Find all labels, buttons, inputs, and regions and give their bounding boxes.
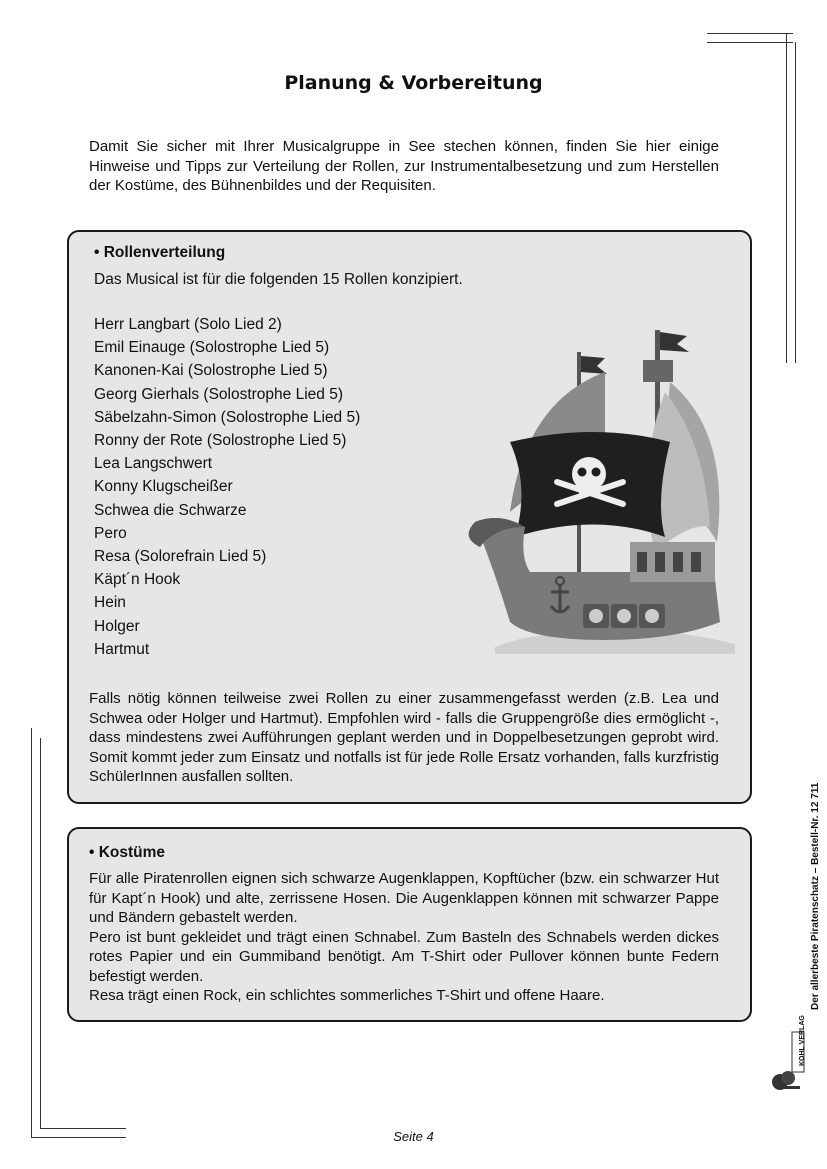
intro-paragraph: Damit Sie sicher mit Ihrer Musicalgruppe in See stechen können, finden Sie hier einige Hinweise und Tipps zur Verteilung der Rollen, zur Instrumentalbesetzung und zum Herstellen der Kostüme, des Bühnenbildes und der Requisiten. bbox=[89, 138, 719, 194]
role-item: Holger bbox=[94, 617, 140, 635]
kostueme-paragraph-3: Resa trägt einen Rock, ein schlichtes sommerliches T-Shirt und offene Haare. bbox=[89, 987, 605, 1004]
page-footer: Seite 4 bbox=[393, 1129, 434, 1144]
role-item: Georg Gierhals (Solostrophe Lied 5) bbox=[94, 385, 343, 403]
rollen-note: Falls nötig können teilweise zwei Rollen zu einer zusammengefasst werden (z.B. Lea und Schwea oder Holger und Hartmut). Empfohlen wird - falls die Gruppengröße dies ermöglicht -, dass mindestens zwei Aufführungen geplant werden und in Doppelbesetzungen geprobt wird. Somit kommt jeder zum Einsatz und notfalls ist für jede Rolle Ersatz vorhanden, falls kurzfristig SchülerInnen ausfallen sollten. bbox=[89, 690, 719, 785]
role-item: Herr Langbart (Solo Lied 2) bbox=[94, 316, 282, 333]
role-item: Kanonen-Kai (Solostrophe Lied 5) bbox=[94, 362, 328, 380]
kostueme-heading: • Kostüme bbox=[89, 844, 166, 861]
role-item: Lea Langschwert bbox=[94, 455, 213, 473]
kostueme-paragraph-2: Pero ist bunt gekleidet und trägt einen Schnabel. Zum Basteln des Schnabels werden dickes rotes Papier und ein Gummiband benötigt. Am T-Shirt oder Pullover können bunte Federn befestigt werden. bbox=[89, 928, 719, 985]
role-item: Resa (Solorefrain Lied 5) bbox=[94, 548, 267, 566]
role-list bbox=[94, 313, 360, 661]
frame-left-line-2 bbox=[40, 738, 41, 1128]
kostueme-text bbox=[89, 869, 719, 1006]
publisher-logo bbox=[768, 1015, 808, 1100]
publisher-logo-text: KOHL VERLAG bbox=[799, 1015, 806, 1066]
role-item: Pero bbox=[94, 524, 127, 542]
role-item: Säbelzahn-Simon (Solostrophe Lied 5) bbox=[94, 408, 361, 426]
page-title: Planung & Vorbereitung bbox=[284, 72, 543, 94]
frame-top-line-2 bbox=[707, 42, 793, 43]
rollen-heading: • Rollenverteilung bbox=[94, 244, 226, 261]
role-item: Hartmut bbox=[94, 640, 150, 658]
pirate-ship-illustration bbox=[455, 322, 740, 657]
frame-left-line bbox=[31, 728, 32, 1138]
role-item: Hein bbox=[94, 594, 126, 612]
kostueme-paragraph-1: Für alle Piratenrollen eignen sich schwarze Augenklappen, Kopftücher (bzw. ein schwarzer Hut für Kapt´n Hook) und alte, zerrissene Hosen. Die Augenklappen können mit schwarzer Pappe und Bändern gebastelt werden. bbox=[89, 870, 719, 926]
rollen-subtitle: Das Musical ist für die folgenden 15 Rollen konzipiert. bbox=[94, 271, 463, 288]
role-item: Käpt´n Hook bbox=[94, 571, 181, 589]
role-item: Ronny der Rote (Solostrophe Lied 5) bbox=[94, 432, 347, 450]
role-item: Emil Einauge (Solostrophe Lied 5) bbox=[94, 339, 330, 357]
role-item: Schwea die Schwarze bbox=[94, 501, 247, 519]
side-order-number: Der allerbeste Piratenschatz – Bestell-Nr. 12 711 bbox=[810, 782, 821, 1010]
role-item: Konny Klugscheißer bbox=[94, 478, 233, 496]
frame-top-line bbox=[707, 33, 793, 34]
